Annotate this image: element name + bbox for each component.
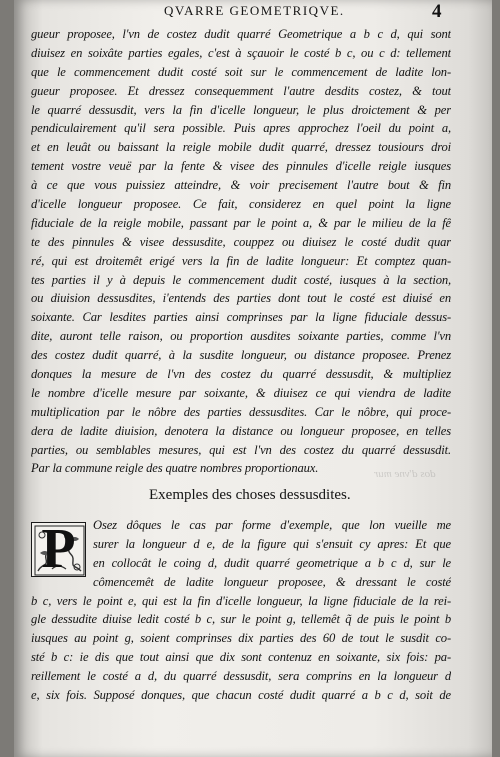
text-line: iusques au point g, soient comprinses dix parties des 60 de tout le susdit co- [31, 631, 451, 646]
text-line: fiduciale de la reigle mobile, passant par le point a, & par le milieu de la fê [31, 215, 451, 230]
text-line: pendiculairement qu'il sera possible. Puis apres approchez l'oeil du point a, [31, 121, 451, 136]
text-line: soixante. Car lesdites parties ainsi comprinses par la ligne fiduciale dessus- [31, 310, 451, 325]
text-line: reillement le costé a d, du quarré dessusdit, sera comprins en la longueur d [31, 669, 451, 684]
drop-cap-letter: P [41, 522, 76, 577]
paragraph-body-1 [31, 25, 451, 478]
text-line: sté b c: ie dis que tout ainsi que dix sont contenuz en soixante, six fois: pa- [31, 650, 451, 665]
paragraph-body-2 [31, 516, 451, 705]
text-line: donques la mesure de l'vn des costez du quarré dessusdit, & multipliez [31, 367, 451, 382]
running-head: QVARRE GEOMETRIQVE. [164, 3, 345, 18]
text-line: ré, qui est droitemêt erigé vers la fin de ladite longueur: Et comptez quan- [31, 253, 451, 268]
text-line: multiplication par le nôbre des parties dessusdites. Car le nôbre, qui proce- [31, 404, 451, 419]
text-line: surer la longueur d e, de la figure qui s'ensuit cy apres: Et que [93, 536, 451, 551]
text-line: des costez dudit quarré, à la susdite longueur, ou distance proposee. Prenez [31, 348, 451, 363]
text-line: b c, vers le point e, qui est la fin d'icelle longueur, la ligne fiduciale de la rei- [31, 593, 451, 608]
text-line: gueur proposee. Et dressez consequemment l'autre desdits costez, & tout [31, 83, 451, 98]
text-line: tement vostre veuë par la fente & visee des pinnules d'icelle reigle iusques [31, 159, 451, 174]
text-line: à ce que vous puissiez atteindre, & voir precisement l'autre bout & fin [31, 178, 451, 193]
page-number: 4 [432, 1, 442, 22]
text-line: que le commencement dudit costé soit sur le commencement de ladite lon- [31, 64, 451, 79]
text-line: et en leuât ou baissant la reigle mobile dudit quarré, dressez tousiours droi [31, 140, 451, 155]
text-line: d'icelle longueur proposee. Ce fait, considerez en quel point la ligne [31, 197, 451, 212]
text-line: gueur proposee, l'vn de costez dudit quarré Geometrique a b c d, qui sont [31, 27, 451, 41]
section-title: Exemples des choses dessusdites. [149, 487, 351, 503]
text-line: ou diuision dessusdites, i'entends des parties dont tout le costé est diuisé en [31, 291, 451, 306]
text-line: diuisez en soixâte parties egales, c'est à sçauoir le costé b c, ou c d: tellement [31, 45, 451, 60]
text-line: te des pinnules & visee dessusdite, couppez ou diuisez le costé dudit quar [31, 234, 451, 249]
text-line: cômencemêt de ladite longueur proposee, & dressant le costé [93, 574, 451, 589]
text-line: gle dessudite diuise ledit costé b c, sur le point g, tellemêt q̃ de puis le point b [31, 612, 451, 627]
text-line: tes parties il y à depuis le commencement dudit costé, iusques à la section, [31, 272, 451, 287]
text-line: parties, ou semblables mesures, qui est l'vn des costez du quarré dessusdit. [31, 442, 451, 457]
text-line: dite, auront telle raison, ou proportion ausdites soixante parties, comme l'vn [31, 329, 451, 344]
bleed-through-text: dos d'vne mur [374, 468, 436, 480]
text-line: Osez dôques le cas par forme d'exemple, que lon vueille me [93, 518, 451, 532]
text-line: e, six fois. Supposé donques, que chacun costé dudit quarré a b c d, soit de [31, 688, 451, 703]
text-line: dera de ladite diuision, denotera la distance ou longueur proposee, en telles [31, 423, 451, 438]
text-line: Par la commune reigle des quatre nombres proportionaux. [31, 461, 319, 476]
text-line: en collocât le coing d, dudit quarré geometrique a b c d, sur le [93, 555, 451, 570]
text-line: le nombre d'icelle mesure par soixante, & diuisez ce qui viendra de ladite [31, 385, 451, 400]
text-line: le quarré dessusdit, vers la fin d'icelle longueur, le plus droictement & per [31, 102, 451, 117]
book-page [14, 0, 492, 757]
